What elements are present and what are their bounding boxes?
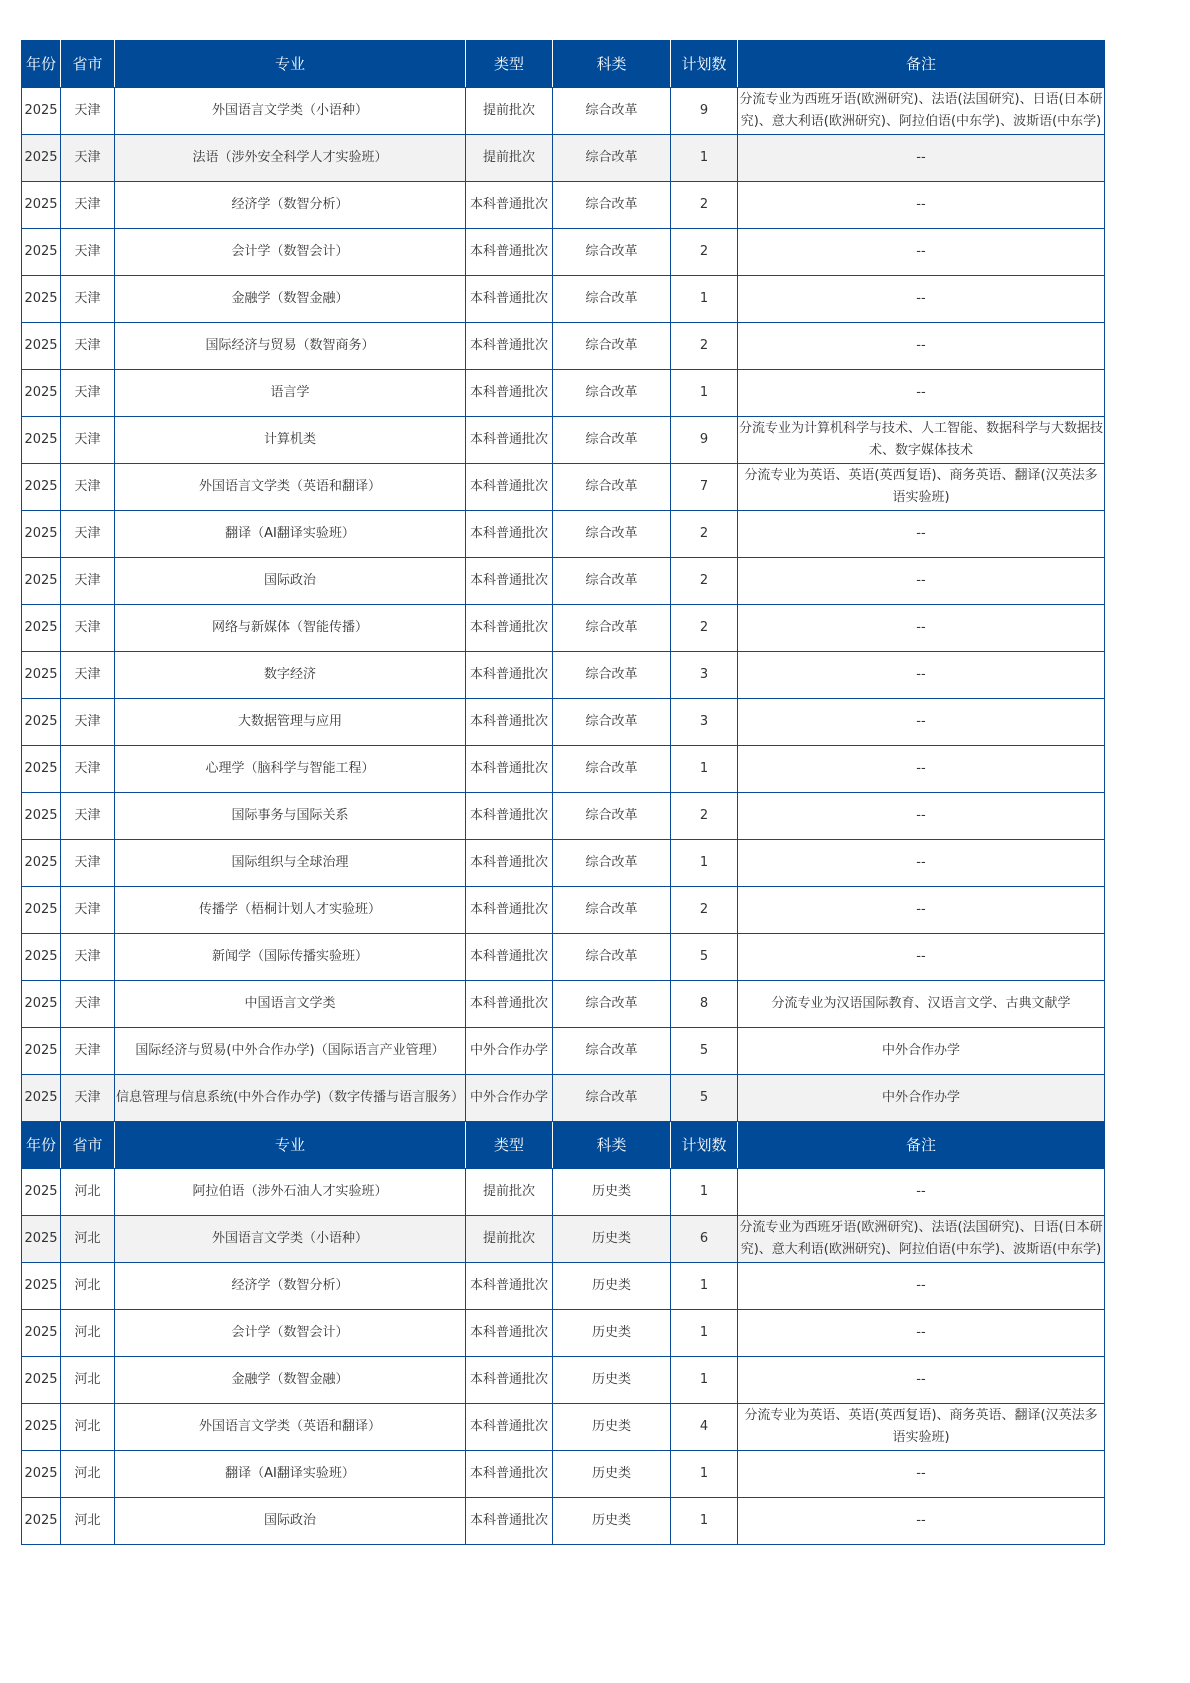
cell-year: 2025	[22, 276, 61, 323]
cell-major: 翻译（AI翻译实验班）	[115, 1451, 466, 1498]
cell-major: 网络与新媒体（智能传播）	[115, 605, 466, 652]
cell-year: 2025	[22, 135, 61, 182]
cell-year: 2025	[22, 699, 61, 746]
cell-category: 历史类	[553, 1451, 671, 1498]
cell-type: 本科普通批次	[466, 887, 553, 934]
cell-province: 天津	[61, 652, 115, 699]
cell-note: --	[738, 652, 1105, 699]
header-category: 科类	[553, 41, 671, 88]
cell-year: 2025	[22, 1169, 61, 1216]
cell-province: 天津	[61, 887, 115, 934]
cell-category: 综合改革	[553, 511, 671, 558]
cell-note: --	[738, 370, 1105, 417]
cell-note: --	[738, 135, 1105, 182]
cell-major: 新闻学（国际传播实验班）	[115, 934, 466, 981]
cell-type: 本科普通批次	[466, 1498, 553, 1545]
table-row	[22, 229, 1105, 276]
table-row	[22, 1263, 1105, 1310]
table-row	[22, 1310, 1105, 1357]
table-row	[22, 558, 1105, 605]
cell-note: --	[738, 1451, 1105, 1498]
table-row	[22, 699, 1105, 746]
cell-major: 国际政治	[115, 558, 466, 605]
cell-type: 提前批次	[466, 1169, 553, 1216]
cell-province: 河北	[61, 1404, 115, 1451]
cell-count: 2	[671, 558, 738, 605]
cell-major: 金融学（数智金融）	[115, 1357, 466, 1404]
cell-count: 1	[671, 135, 738, 182]
table-row	[22, 464, 1105, 511]
cell-year: 2025	[22, 1451, 61, 1498]
cell-type: 本科普通批次	[466, 464, 553, 511]
cell-category: 综合改革	[553, 417, 671, 464]
header-count: 计划数	[671, 41, 738, 88]
header-type: 类型	[466, 1122, 553, 1169]
cell-type: 本科普通批次	[466, 605, 553, 652]
header-note: 备注	[738, 41, 1105, 88]
cell-category: 综合改革	[553, 464, 671, 511]
cell-note: --	[738, 793, 1105, 840]
table-row	[22, 182, 1105, 229]
cell-major: 心理学（脑科学与智能工程）	[115, 746, 466, 793]
cell-type: 本科普通批次	[466, 417, 553, 464]
cell-category: 历史类	[553, 1263, 671, 1310]
cell-category: 历史类	[553, 1310, 671, 1357]
cell-province: 河北	[61, 1310, 115, 1357]
header-province: 省市	[61, 1122, 115, 1169]
cell-year: 2025	[22, 1216, 61, 1263]
cell-note: 中外合作办学	[738, 1028, 1105, 1075]
cell-note: 中外合作办学	[738, 1075, 1105, 1122]
table-row	[22, 1498, 1105, 1545]
cell-count: 1	[671, 1169, 738, 1216]
cell-year: 2025	[22, 793, 61, 840]
cell-type: 本科普通批次	[466, 1263, 553, 1310]
cell-category: 综合改革	[553, 793, 671, 840]
cell-note: --	[738, 1498, 1105, 1545]
cell-major: 数字经济	[115, 652, 466, 699]
cell-note: --	[738, 558, 1105, 605]
cell-type: 本科普通批次	[466, 652, 553, 699]
table-row	[22, 1028, 1105, 1075]
cell-province: 天津	[61, 464, 115, 511]
cell-count: 1	[671, 1451, 738, 1498]
table-row	[22, 1357, 1105, 1404]
table-row	[22, 276, 1105, 323]
cell-year: 2025	[22, 934, 61, 981]
cell-year: 2025	[22, 182, 61, 229]
cell-note: 分流专业为西班牙语(欧洲研究)、法语(法国研究)、日语(日本研究)、意大利语(欧洲研究)、阿拉伯语(中东学)、波斯语(中东学)	[738, 1216, 1105, 1263]
cell-year: 2025	[22, 417, 61, 464]
cell-year: 2025	[22, 1075, 61, 1122]
enrollment-plan-table	[21, 40, 1105, 1545]
cell-count: 4	[671, 1404, 738, 1451]
cell-count: 2	[671, 887, 738, 934]
cell-major: 金融学（数智金融）	[115, 276, 466, 323]
cell-count: 8	[671, 981, 738, 1028]
header-major: 专业	[115, 41, 466, 88]
cell-year: 2025	[22, 464, 61, 511]
header-major: 专业	[115, 1122, 466, 1169]
cell-year: 2025	[22, 558, 61, 605]
cell-province: 天津	[61, 88, 115, 135]
table-row	[22, 887, 1105, 934]
cell-year: 2025	[22, 887, 61, 934]
cell-type: 本科普通批次	[466, 840, 553, 887]
cell-type: 本科普通批次	[466, 1451, 553, 1498]
cell-major: 外国语言文学类（英语和翻译）	[115, 464, 466, 511]
cell-note: --	[738, 323, 1105, 370]
cell-category: 综合改革	[553, 652, 671, 699]
cell-year: 2025	[22, 370, 61, 417]
cell-count: 9	[671, 417, 738, 464]
cell-major: 会计学（数智会计）	[115, 1310, 466, 1357]
cell-major: 法语（涉外安全科学人才实验班）	[115, 135, 466, 182]
cell-type: 本科普通批次	[466, 370, 553, 417]
cell-major: 国际政治	[115, 1498, 466, 1545]
cell-major: 外国语言文学类（小语种）	[115, 88, 466, 135]
cell-count: 3	[671, 699, 738, 746]
cell-type: 中外合作办学	[466, 1028, 553, 1075]
cell-province: 天津	[61, 323, 115, 370]
cell-province: 天津	[61, 229, 115, 276]
cell-category: 综合改革	[553, 934, 671, 981]
cell-year: 2025	[22, 229, 61, 276]
cell-type: 本科普通批次	[466, 182, 553, 229]
cell-year: 2025	[22, 1357, 61, 1404]
cell-count: 1	[671, 1357, 738, 1404]
cell-major: 会计学（数智会计）	[115, 229, 466, 276]
table-row	[22, 1404, 1105, 1451]
cell-province: 天津	[61, 417, 115, 464]
cell-note: --	[738, 276, 1105, 323]
cell-province: 天津	[61, 746, 115, 793]
header-type: 类型	[466, 41, 553, 88]
cell-year: 2025	[22, 981, 61, 1028]
cell-province: 天津	[61, 981, 115, 1028]
cell-count: 1	[671, 370, 738, 417]
cell-count: 6	[671, 1216, 738, 1263]
cell-category: 历史类	[553, 1357, 671, 1404]
cell-year: 2025	[22, 1310, 61, 1357]
header-count: 计划数	[671, 1122, 738, 1169]
header-note: 备注	[738, 1122, 1105, 1169]
table-row	[22, 135, 1105, 182]
cell-category: 综合改革	[553, 88, 671, 135]
cell-year: 2025	[22, 1028, 61, 1075]
cell-count: 1	[671, 1310, 738, 1357]
cell-count: 2	[671, 793, 738, 840]
cell-province: 河北	[61, 1451, 115, 1498]
cell-note: --	[738, 746, 1105, 793]
cell-province: 天津	[61, 793, 115, 840]
enrollment-plan-table-container	[21, 40, 1104, 1545]
cell-province: 天津	[61, 699, 115, 746]
cell-type: 提前批次	[466, 1216, 553, 1263]
cell-province: 天津	[61, 605, 115, 652]
cell-count: 1	[671, 840, 738, 887]
cell-province: 天津	[61, 934, 115, 981]
cell-note: 分流专业为西班牙语(欧洲研究)、法语(法国研究)、日语(日本研究)、意大利语(欧洲研究)、阿拉伯语(中东学)、波斯语(中东学)	[738, 88, 1105, 135]
cell-year: 2025	[22, 605, 61, 652]
cell-year: 2025	[22, 88, 61, 135]
table-row	[22, 934, 1105, 981]
table-header-row	[22, 1122, 1105, 1169]
cell-category: 历史类	[553, 1216, 671, 1263]
table-body	[22, 41, 1105, 1545]
cell-major: 翻译（AI翻译实验班）	[115, 511, 466, 558]
table-row	[22, 605, 1105, 652]
cell-count: 2	[671, 229, 738, 276]
table-row	[22, 1075, 1105, 1122]
cell-province: 河北	[61, 1263, 115, 1310]
cell-province: 天津	[61, 370, 115, 417]
cell-note: --	[738, 699, 1105, 746]
cell-category: 综合改革	[553, 182, 671, 229]
cell-note: --	[738, 1310, 1105, 1357]
table-row	[22, 840, 1105, 887]
cell-province: 河北	[61, 1498, 115, 1545]
cell-category: 历史类	[553, 1169, 671, 1216]
table-row	[22, 981, 1105, 1028]
header-category: 科类	[553, 1122, 671, 1169]
header-year: 年份	[22, 41, 61, 88]
cell-province: 河北	[61, 1357, 115, 1404]
cell-major: 语言学	[115, 370, 466, 417]
cell-count: 1	[671, 746, 738, 793]
cell-category: 综合改革	[553, 699, 671, 746]
cell-type: 本科普通批次	[466, 511, 553, 558]
cell-count: 1	[671, 1498, 738, 1545]
cell-category: 历史类	[553, 1404, 671, 1451]
cell-province: 河北	[61, 1216, 115, 1263]
cell-category: 综合改革	[553, 1028, 671, 1075]
cell-note: 分流专业为汉语国际教育、汉语言文学、古典文献学	[738, 981, 1105, 1028]
cell-note: 分流专业为英语、英语(英西复语)、商务英语、翻译(汉英法多语实验班)	[738, 1404, 1105, 1451]
cell-major: 计算机类	[115, 417, 466, 464]
header-province: 省市	[61, 41, 115, 88]
cell-province: 天津	[61, 1028, 115, 1075]
cell-year: 2025	[22, 1404, 61, 1451]
cell-type: 本科普通批次	[466, 699, 553, 746]
table-row	[22, 1216, 1105, 1263]
cell-count: 1	[671, 276, 738, 323]
cell-major: 经济学（数智分析）	[115, 182, 466, 229]
header-year: 年份	[22, 1122, 61, 1169]
cell-category: 综合改革	[553, 370, 671, 417]
cell-category: 综合改革	[553, 558, 671, 605]
cell-year: 2025	[22, 323, 61, 370]
cell-province: 天津	[61, 840, 115, 887]
cell-province: 天津	[61, 135, 115, 182]
cell-type: 本科普通批次	[466, 746, 553, 793]
cell-type: 本科普通批次	[466, 1357, 553, 1404]
cell-province: 天津	[61, 511, 115, 558]
cell-major: 中国语言文学类	[115, 981, 466, 1028]
cell-note: --	[738, 511, 1105, 558]
cell-note: 分流专业为计算机科学与技术、人工智能、数据科学与大数据技术、数字媒体技术	[738, 417, 1105, 464]
cell-type: 提前批次	[466, 88, 553, 135]
cell-type: 本科普通批次	[466, 558, 553, 605]
table-row	[22, 793, 1105, 840]
cell-type: 本科普通批次	[466, 276, 553, 323]
cell-province: 天津	[61, 276, 115, 323]
cell-year: 2025	[22, 746, 61, 793]
cell-category: 综合改革	[553, 981, 671, 1028]
cell-count: 2	[671, 323, 738, 370]
table-row	[22, 1451, 1105, 1498]
cell-major: 外国语言文学类（英语和翻译）	[115, 1404, 466, 1451]
cell-type: 本科普通批次	[466, 934, 553, 981]
cell-note: --	[738, 182, 1105, 229]
table-row	[22, 652, 1105, 699]
table-row	[22, 1169, 1105, 1216]
cell-type: 本科普通批次	[466, 981, 553, 1028]
cell-note: --	[738, 887, 1105, 934]
table-row	[22, 370, 1105, 417]
cell-major: 阿拉伯语（涉外石油人才实验班）	[115, 1169, 466, 1216]
cell-major: 国际经济与贸易(中外合作办学)（国际语言产业管理）	[115, 1028, 466, 1075]
cell-count: 2	[671, 605, 738, 652]
cell-count: 1	[671, 1263, 738, 1310]
table-row	[22, 746, 1105, 793]
table-header-row	[22, 41, 1105, 88]
cell-category: 综合改革	[553, 135, 671, 182]
table-row	[22, 88, 1105, 135]
cell-note: --	[738, 1263, 1105, 1310]
cell-count: 2	[671, 511, 738, 558]
cell-major: 经济学（数智分析）	[115, 1263, 466, 1310]
cell-type: 本科普通批次	[466, 793, 553, 840]
cell-note: --	[738, 605, 1105, 652]
cell-major: 信息管理与信息系统(中外合作办学)（数字传播与语言服务）	[115, 1075, 466, 1122]
table-row	[22, 323, 1105, 370]
cell-count: 5	[671, 934, 738, 981]
cell-note: 分流专业为英语、英语(英西复语)、商务英语、翻译(汉英法多语实验班)	[738, 464, 1105, 511]
table-row	[22, 511, 1105, 558]
cell-type: 本科普通批次	[466, 1404, 553, 1451]
cell-category: 综合改革	[553, 887, 671, 934]
cell-major: 国际组织与全球治理	[115, 840, 466, 887]
cell-major: 外国语言文学类（小语种）	[115, 1216, 466, 1263]
cell-category: 综合改革	[553, 1075, 671, 1122]
cell-count: 7	[671, 464, 738, 511]
cell-major: 传播学（梧桐计划人才实验班）	[115, 887, 466, 934]
cell-category: 综合改革	[553, 323, 671, 370]
cell-major: 国际经济与贸易（数智商务）	[115, 323, 466, 370]
cell-year: 2025	[22, 652, 61, 699]
cell-count: 5	[671, 1075, 738, 1122]
cell-category: 综合改革	[553, 840, 671, 887]
cell-province: 天津	[61, 1075, 115, 1122]
cell-type: 本科普通批次	[466, 323, 553, 370]
cell-province: 河北	[61, 1169, 115, 1216]
cell-major: 国际事务与国际关系	[115, 793, 466, 840]
cell-year: 2025	[22, 1498, 61, 1545]
cell-count: 3	[671, 652, 738, 699]
cell-count: 9	[671, 88, 738, 135]
cell-type: 本科普通批次	[466, 1310, 553, 1357]
cell-count: 5	[671, 1028, 738, 1075]
cell-category: 综合改革	[553, 229, 671, 276]
cell-year: 2025	[22, 840, 61, 887]
cell-category: 历史类	[553, 1498, 671, 1545]
table-row	[22, 417, 1105, 464]
cell-type: 本科普通批次	[466, 229, 553, 276]
cell-note: --	[738, 1169, 1105, 1216]
cell-count: 2	[671, 182, 738, 229]
cell-note: --	[738, 934, 1105, 981]
cell-category: 综合改革	[553, 746, 671, 793]
cell-category: 综合改革	[553, 605, 671, 652]
cell-type: 提前批次	[466, 135, 553, 182]
cell-major: 大数据管理与应用	[115, 699, 466, 746]
cell-category: 综合改革	[553, 276, 671, 323]
cell-note: --	[738, 229, 1105, 276]
cell-province: 天津	[61, 182, 115, 229]
cell-year: 2025	[22, 511, 61, 558]
cell-year: 2025	[22, 1263, 61, 1310]
cell-note: --	[738, 840, 1105, 887]
cell-note: --	[738, 1357, 1105, 1404]
cell-type: 中外合作办学	[466, 1075, 553, 1122]
cell-province: 天津	[61, 558, 115, 605]
